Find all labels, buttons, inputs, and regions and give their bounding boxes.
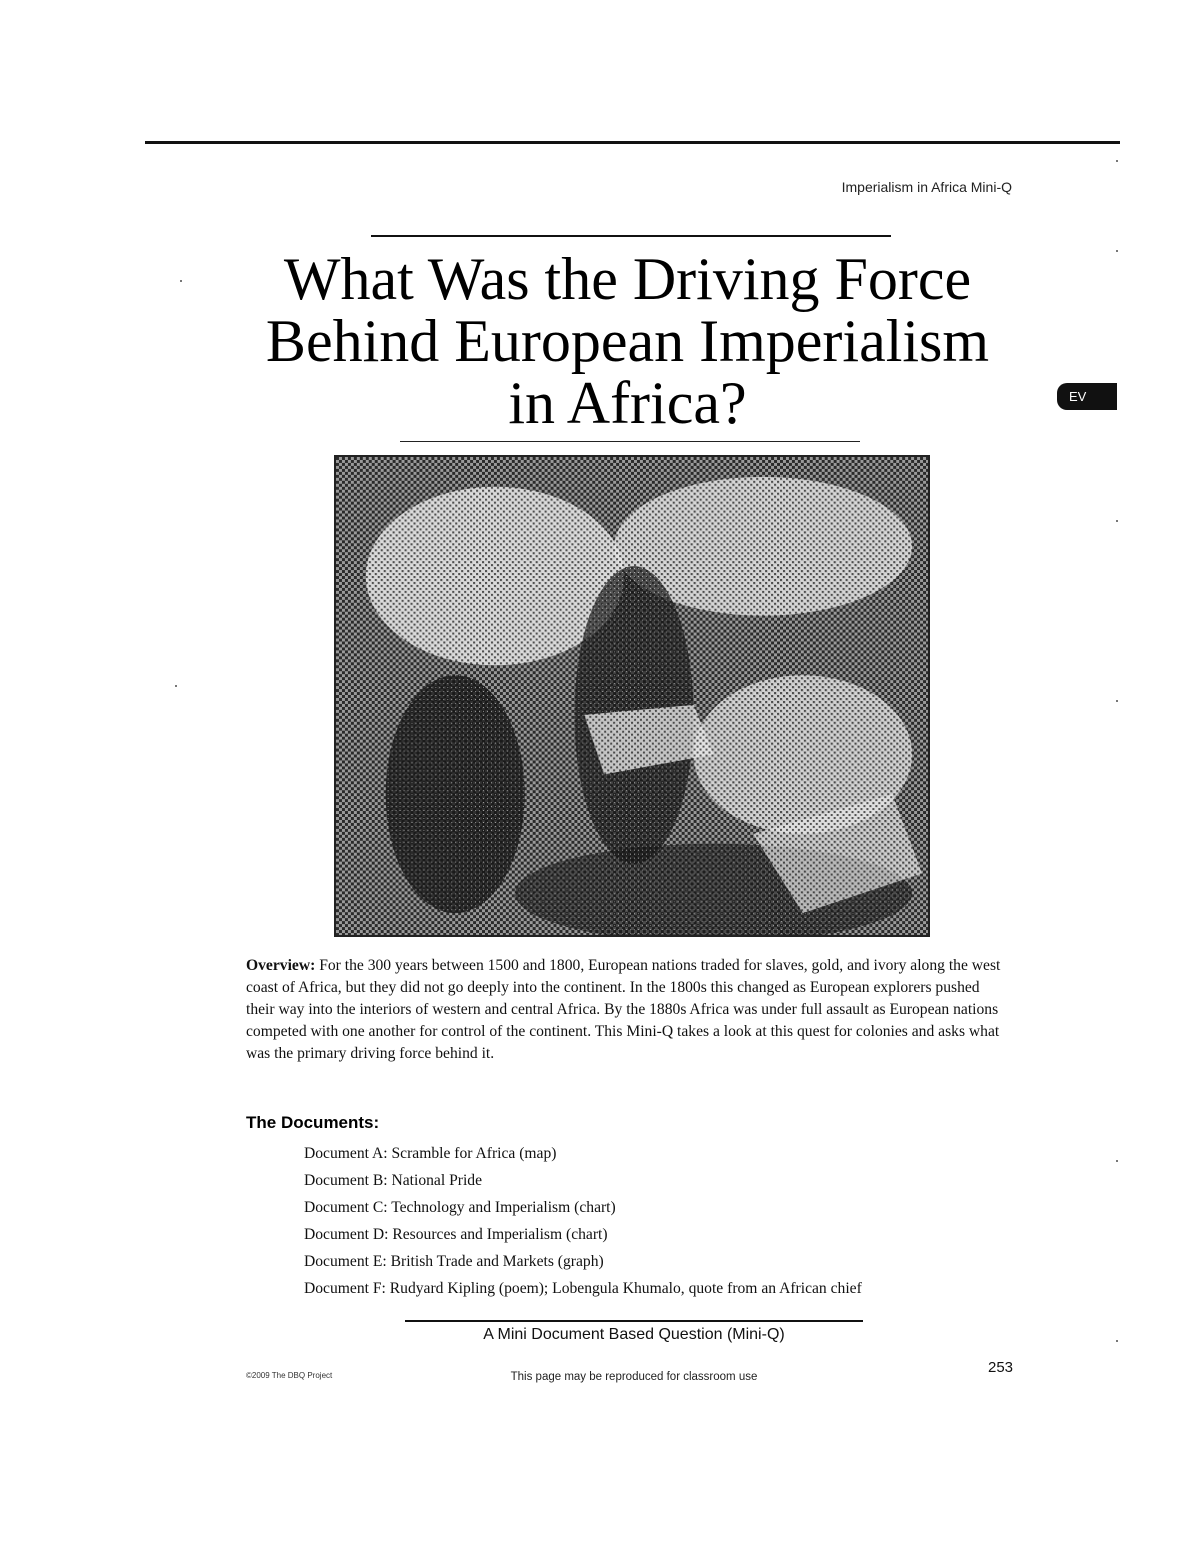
title-line-3: in Africa? xyxy=(508,370,747,436)
document-item-c: Document C: Technology and Imperialism (chart) xyxy=(304,1199,616,1216)
illustration-image xyxy=(336,457,928,935)
page-number: 253 xyxy=(988,1359,1014,1376)
scan-speck xyxy=(1116,520,1118,522)
overview-lead: Overview: xyxy=(246,957,316,974)
top-rule xyxy=(145,141,1120,144)
document-item-a: Document A: Scramble for Africa (map) xyxy=(304,1145,557,1162)
documents-list xyxy=(304,1140,862,1302)
title-rule-top xyxy=(371,235,891,237)
footer-rule xyxy=(405,1320,863,1322)
document-item-b: Document B: National Pride xyxy=(304,1172,482,1189)
running-head: Imperialism in Africa Mini-Q xyxy=(841,179,1012,195)
scan-speck xyxy=(1116,1340,1118,1342)
scan-speck xyxy=(1116,700,1118,702)
title-line-1: What Was the Driving Force xyxy=(283,246,972,312)
footer-title: A Mini Document Based Question (Mini-Q) xyxy=(483,1326,785,1343)
overview-paragraph xyxy=(246,955,1011,1065)
copyright-notice: ©2009 The DBQ Project xyxy=(246,1371,333,1380)
title-rule-bottom xyxy=(400,441,860,442)
scan-speck xyxy=(175,685,177,687)
scan-speck xyxy=(1116,160,1118,162)
page-title xyxy=(200,248,1055,434)
scan-speck xyxy=(180,280,182,282)
document-item-f: Document F: Rudyard Kipling (poem); Lobengula Khumalo, quote from an African chief xyxy=(304,1280,862,1297)
scan-speck xyxy=(1116,1160,1118,1162)
document-item-d: Document D: Resources and Imperialism (chart) xyxy=(304,1226,608,1243)
ev-section-tab: EV xyxy=(1057,383,1117,410)
document-item-e: Document E: British Trade and Markets (graph) xyxy=(304,1253,604,1270)
scan-speck xyxy=(1116,250,1118,252)
title-line-2: Behind European Imperialism xyxy=(265,308,990,374)
overview-text: For the 300 years between 1500 and 1800, European nations traded for slaves, gold, and ivory along the west coast of Africa, but they did not go deeply into the continent. In the 1800s this changed as European explorers pushed their way into the interiors of western and central Africa. By the 1880s Africa was under full assault as European nations competed with one another for control of the continent. This Mini-Q takes a look at this quest for colonies and asks what was the primary driving force behind it. xyxy=(246,957,1001,1062)
reproduce-note: This page may be reproduced for classroom use xyxy=(510,1371,758,1383)
engraving-illustration xyxy=(334,455,930,937)
documents-heading: The Documents: xyxy=(246,1113,380,1132)
